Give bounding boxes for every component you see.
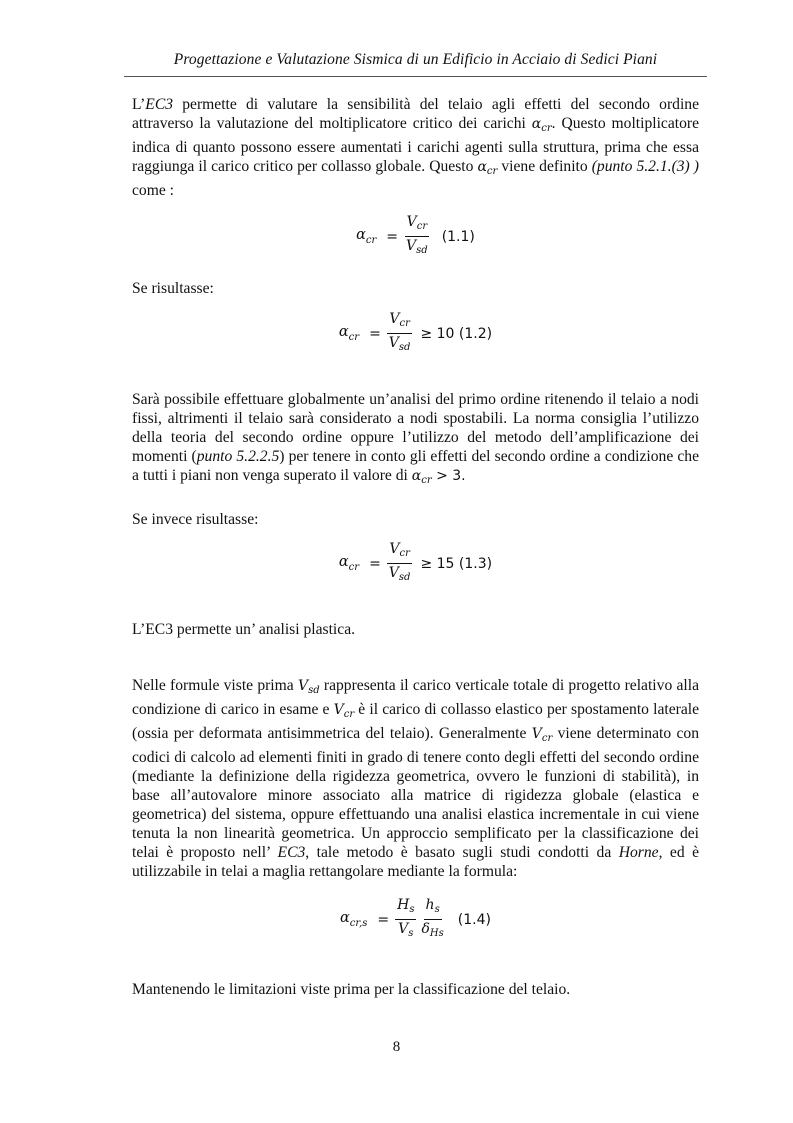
symbol-v-cr: $V_{cr}$ <box>531 726 553 744</box>
equation-lhs: $\alpha_{cr}$ <box>356 227 377 246</box>
equation-lhs: $\alpha_{cr}$ <box>338 554 360 573</box>
equation-1-3 <box>132 541 699 586</box>
equation-number: ≥ 10 (1.2) <box>420 325 493 342</box>
text-segment: permette di valutare la sensibilità del telaio agli effetti del secondo ordine attraverso la valutazione del moltiplicatore critico dei carichi <box>132 96 699 132</box>
equation-1-1 <box>132 214 699 259</box>
equation-1-4 <box>132 897 699 942</box>
equation-number: ≥ 15 (1.3) <box>420 555 493 572</box>
equals-sign: = <box>369 325 381 342</box>
text-segment: , ed è utilizzabile in telai a maglia rettangolare mediante la formula: <box>132 844 699 880</box>
equation-number: (1.1) <box>441 228 475 245</box>
text-segment: L’ <box>132 96 146 113</box>
equation-1-2 <box>132 311 699 356</box>
text-segment: viene determinato con codici di calcolo ad elementi finiti in grado di tenere conto degli effetti del secondo ordine (mediante la definizione della rigidezza geometrica, ovvero le funzioni di stabilità), in base all’autovalore minore associato alla matrice di rigidezza globale (elastica e geometrica) del sistema, oppure effettuando una analisi elastica incrementale in cui viene tenuta la non linearità geometrica. Un approccio semplificato per la classificazione dei telai è proposto nell’ <box>132 725 699 861</box>
text-analisi-plastica: L’EC3 permette un’ analisi plastica. <box>132 621 356 638</box>
text-segment: rappresenta il carico verticale totale di progetto relativo alla condizione di carico in esame e <box>132 677 699 718</box>
text-segment: , tale metodo è basato sugli studi condotti da <box>305 844 619 861</box>
equals-sign: = <box>369 555 381 572</box>
equation-lhs: $\alpha_{cr}$ <box>338 324 360 343</box>
text-segment: è il carico di collasso elastico per spostamento laterale (ossia per deformata antisimmetrica del telaio). Generalmente <box>132 701 700 742</box>
header-rule <box>124 76 707 77</box>
fraction-h-over-v: $\frac{H_s}{V_s}$ <box>397 897 415 939</box>
text-segment: > 3. <box>431 468 466 484</box>
text-ec3: EC3 <box>277 844 306 861</box>
page-body <box>132 92 699 999</box>
paragraph-formule <box>132 676 699 881</box>
fraction: $\frac{V_{cr}}{V_{sd}}$ <box>406 214 428 256</box>
text-segment: Nelle formule viste prima <box>132 677 298 694</box>
text-conclusione: Mantenendo le limitazioni viste prima per la classificazione del telaio. <box>132 981 571 998</box>
text-reference: (punto 5.2.1.(3) ) <box>591 158 699 175</box>
text-se-risultasse: Se risultasse: <box>132 280 214 297</box>
text-segment: ) per tenere in conto gli effetti del secondo ordine a condizione che a tutti i piani non venga superato il valore di <box>132 448 699 484</box>
text-segment: . Questo moltiplicatore indica di quanto possono essere aumentati i carichi agenti sulla struttura, prima che essa raggiunga il carico critico per collasso globale. Questo <box>132 115 700 175</box>
equals-sign: = <box>377 911 390 928</box>
text-reference: punto 5.2.2.5 <box>196 448 280 465</box>
text-segment: Sarà possibile effettuare globalmente un’analisi del primo ordine ritenendo il telaio a nodi fissi, altrimenti il telaio sarà considerato a nodi spostabili. La norma consiglia l’utilizzo della teoria del secondo ordine oppure l’utilizzo del metodo dell’amplificazione dei momenti ( <box>132 391 699 465</box>
text-ec3: EC3 <box>145 96 174 113</box>
text-se-invece: Se invece risultasse: <box>132 511 259 528</box>
equation-lhs: $\alpha_{cr,s}$ <box>340 910 368 929</box>
symbol-alpha-cr: $\alpha_{cr}$ <box>411 468 432 486</box>
text-horne: Horne <box>618 844 659 861</box>
fraction: $\frac{V_{cr}}{V_{sd}}$ <box>388 311 411 353</box>
symbol-v-cr: $V_{cr}$ <box>333 702 355 720</box>
symbol-alpha-cr: $\alpha_{cr}$ <box>477 159 498 177</box>
fraction: $\frac{V_{cr}}{V_{sd}}$ <box>388 541 411 583</box>
equation-number: (1.4) <box>457 911 491 928</box>
paragraph-ec3-intro <box>132 95 699 200</box>
text-segment: viene definito <box>497 158 592 175</box>
running-header: Progettazione e Valutazione Sismica di un Edificio in Acciaio di Sedici Piani <box>173 51 658 68</box>
symbol-alpha-cr: $\alpha_{cr}$ <box>531 116 552 134</box>
paragraph-analisi <box>132 390 699 490</box>
symbol-v-sd: $V_{sd}$ <box>297 678 320 696</box>
equals-sign: = <box>386 228 399 245</box>
page-number: 8 <box>392 1039 401 1055</box>
fraction-h-over-delta: $\frac{h_s}{\delta_{Hs}}$ <box>421 897 444 939</box>
text-segment: come : <box>132 182 174 199</box>
